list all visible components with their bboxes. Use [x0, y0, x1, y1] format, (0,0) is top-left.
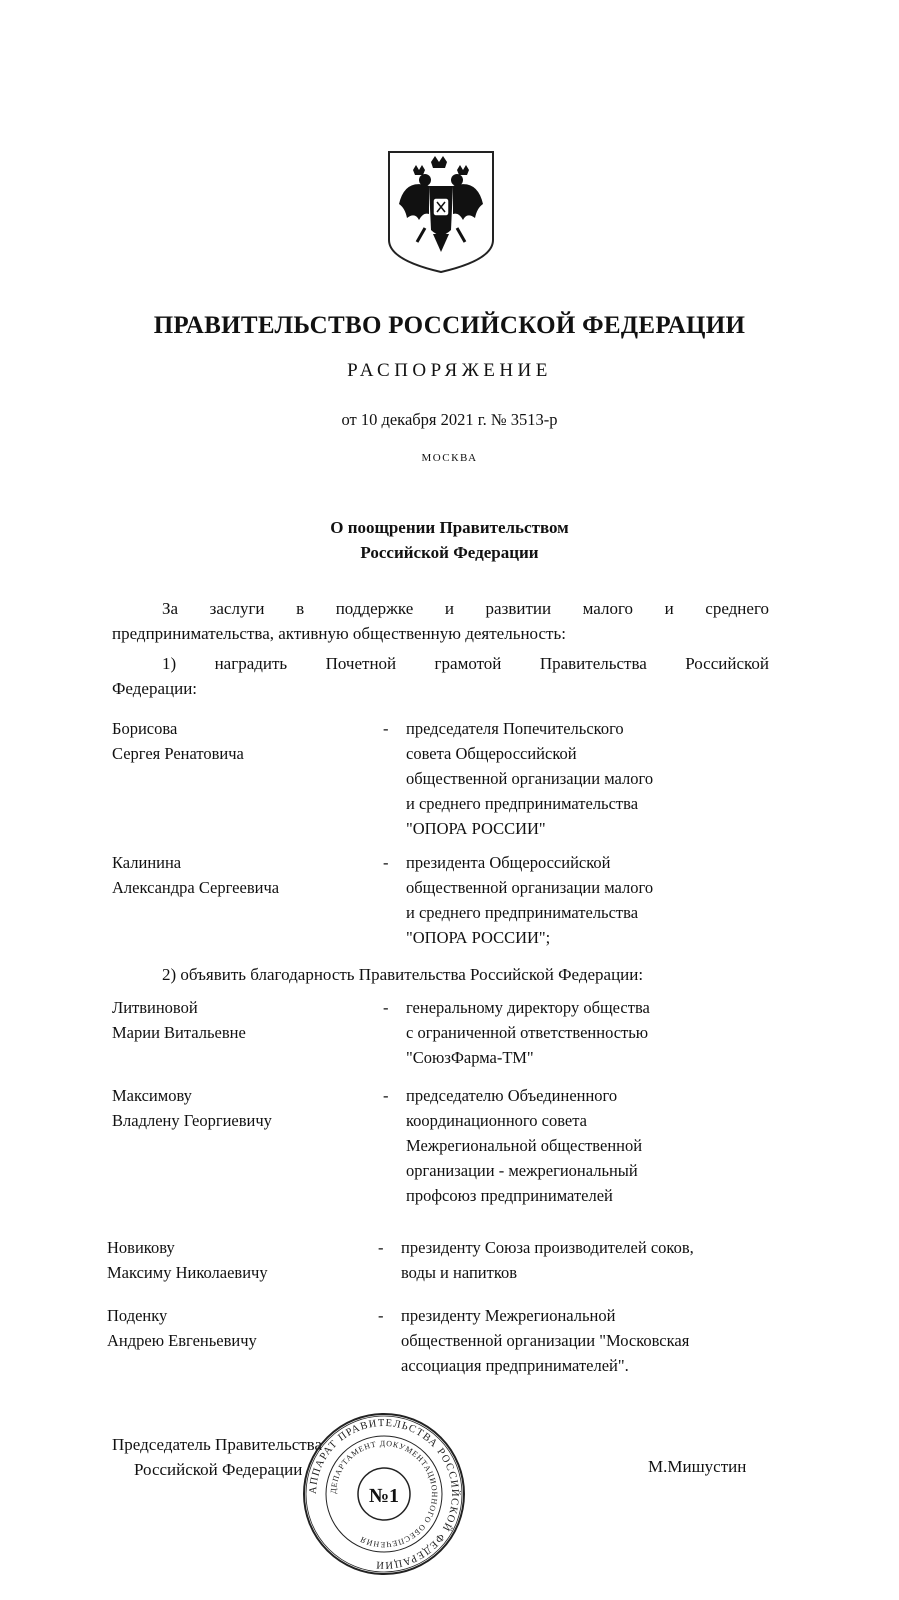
- position-line: президенту Межрегиональной: [401, 1306, 616, 1325]
- position-line: "СоюзФарма-ТМ": [406, 1048, 534, 1067]
- awardee-name: [107, 1235, 268, 1285]
- intro-line: предпринимательства, активную общественную деятельность:: [112, 624, 566, 643]
- document-subject: [0, 515, 899, 565]
- position-line: "ОПОРА РОССИИ": [406, 819, 546, 838]
- position-line: генеральному директору общества: [406, 998, 650, 1017]
- awardee-position: [406, 850, 653, 950]
- awardee-position: [406, 716, 653, 841]
- signatory-title-line: Российской Федерации: [134, 1460, 303, 1479]
- item1-line: 1) наградить Почетной грамотой Правительства Российской: [162, 654, 769, 673]
- name-line: Новикову: [107, 1238, 175, 1257]
- position-line: Межрегиональной общественной: [406, 1136, 643, 1155]
- awardee-name: [107, 1303, 257, 1353]
- intro-line: За заслуги в поддержке и развитии малого и среднего: [162, 599, 769, 618]
- subject-line: Российской Федерации: [360, 543, 539, 562]
- name-line: Максиму Николаевичу: [107, 1263, 268, 1282]
- awardee-name: [112, 850, 279, 900]
- position-line: общественной организации "Московская: [401, 1331, 690, 1350]
- name-line: Сергея Ренатовича: [112, 744, 244, 763]
- name-line: Марии Витальевне: [112, 1023, 246, 1042]
- name-line: Владлену Георгиевичу: [112, 1111, 272, 1130]
- name-line: Андрею Евгеньевичу: [107, 1331, 257, 1350]
- dash: -: [383, 1086, 389, 1105]
- name-line: Калинина: [112, 853, 182, 872]
- awardee-name: [112, 995, 246, 1045]
- city-label: МОСКВА: [421, 452, 478, 464]
- position-line: и среднего предпринимательства: [406, 903, 639, 922]
- item1-line: Федерации:: [112, 679, 198, 698]
- subject-line: О поощрении Правительством: [330, 518, 569, 537]
- government-title: ПРАВИТЕЛЬСТВО РОССИЙСКОЙ ФЕДЕРАЦИИ: [153, 312, 746, 339]
- position-line: председателя Попечительского: [406, 719, 624, 738]
- position-line: ассоциация предпринимателей".: [401, 1356, 629, 1375]
- seal-inner-text: ДЕПАРТАМЕНТ ДОКУМЕНТАЦИОННОГО ОБЕСПЕЧЕНИЯ: [328, 1438, 440, 1550]
- dash: -: [383, 853, 389, 872]
- name-line: Борисова: [112, 719, 178, 738]
- awardee-position: [406, 1083, 642, 1208]
- awardee-position: [401, 1235, 694, 1285]
- item2-line: 2) объявить благодарность Правительства Российской Федерации:: [162, 965, 644, 984]
- position-line: общественной организации малого: [406, 878, 654, 897]
- awardee-position: [401, 1303, 689, 1378]
- position-line: президенту Союза производителей соков,: [401, 1238, 694, 1257]
- name-line: Поденку: [107, 1306, 168, 1325]
- name-line: Александра Сергеевича: [112, 878, 280, 897]
- awardee-position: [406, 995, 650, 1070]
- signatory-title: [112, 1432, 322, 1482]
- dash: -: [383, 998, 389, 1017]
- position-line: "ОПОРА РОССИИ";: [406, 928, 551, 947]
- name-line: Литвиновой: [112, 998, 198, 1017]
- position-line: с ограниченной ответственностью: [406, 1023, 649, 1042]
- awardee-name: [112, 716, 244, 766]
- position-line: совета Общероссийской: [406, 744, 577, 763]
- dash: -: [378, 1238, 384, 1257]
- position-line: организации - межрегиональный: [406, 1161, 638, 1180]
- position-line: профсоюз предпринимателей: [406, 1186, 613, 1205]
- seal-outer-text: АППАРАТ ПРАВИТЕЛЬСТВА РОССИЙСКОЙ ФЕДЕРАЦИИ: [307, 1417, 461, 1571]
- official-seal-stamp: [300, 1410, 468, 1578]
- position-line: воды и напитков: [401, 1263, 518, 1282]
- dash: -: [378, 1306, 384, 1325]
- document-type: РАСПОРЯЖЕНИЕ: [347, 360, 552, 381]
- name-line: Максимову: [112, 1086, 192, 1105]
- dash: -: [383, 719, 389, 738]
- coat-of-arms-emblem: [385, 148, 497, 276]
- signatory-name: М.Мишустин: [648, 1457, 747, 1476]
- position-line: общественной организации малого: [406, 769, 654, 788]
- awardee-name: [112, 1083, 272, 1133]
- date-and-number: от 10 декабря 2021 г. № 3513-р: [341, 410, 558, 429]
- position-line: президента Общероссийской: [406, 853, 611, 872]
- position-line: координационного совета: [406, 1111, 587, 1130]
- position-line: и среднего предпринимательства: [406, 794, 639, 813]
- seal-number: №1: [368, 1485, 400, 1507]
- position-line: председателю Объединенного: [406, 1086, 618, 1105]
- signatory-title-line: Председатель Правительства: [112, 1435, 323, 1454]
